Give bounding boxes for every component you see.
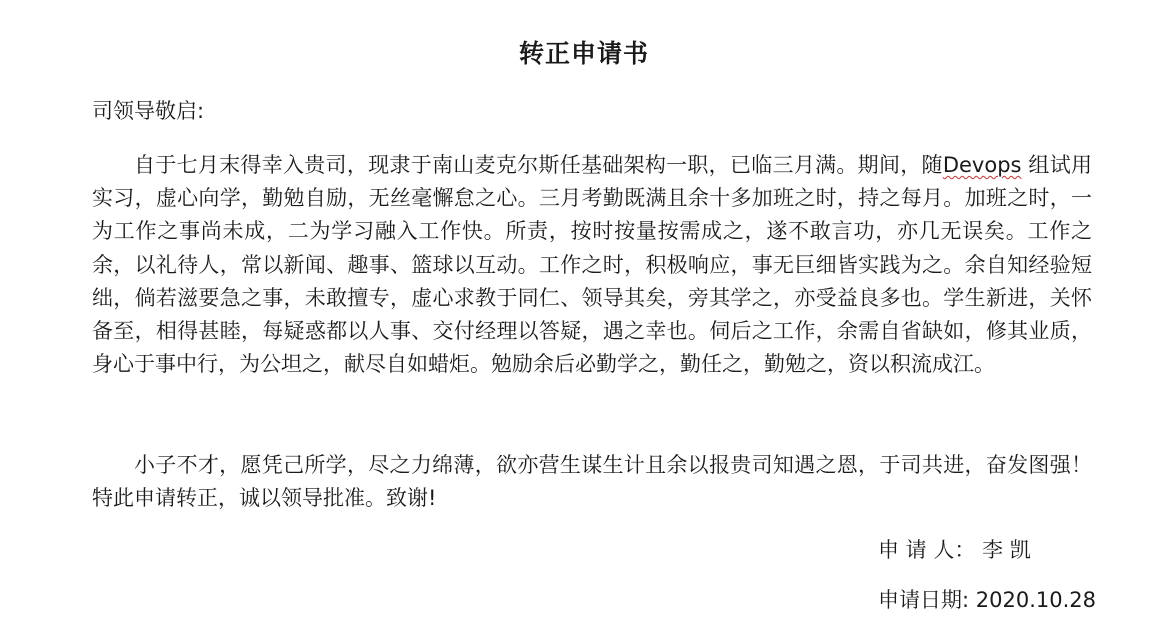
paragraph-1-text-rest: 组试用实习，虚心向学，勤勉自励，无丝毫懈怠之心。三月考勤既满且余十多加班之时，持之每月。加班之时，一为工作之事尚未成，二为学习融入工作快。所责，按时按量按需成之，遂不敢言功，亦几无误矣。工作之余，以礼待人，常以新闻、趣事、篮球以互动。工作之时，积极响应，事无巨细皆实践为之。余自知经验短绌，倘若滋要急之事，未敢擅专，虚心求教于同仁、领导其矣，旁其学之，亦受益良多也。学生新进，关怀备至，相得甚睦，每疑惑都以人事、交付经理以答疑，遇之幸也。伺后之工作，余需自省缺如，修其业质，身心于事中行，为公坦之，献尽自如蜡炬。勉励余后必勤学之，勤任之，勤勉之，资以积流成江。 — [92, 153, 1092, 377]
signer-line: 申 请 人： 李 凯 — [878, 538, 1031, 562]
paragraph-1-text-start: 自于七月末得幸入贵司，现隶于南山麦克尔斯任基础架构一职，已临三月满。期间，随 — [134, 153, 943, 177]
misspelled-word-devops[interactable]: Devops — [942, 153, 1022, 177]
document-title: 转正申请书 — [518, 39, 649, 68]
body-paragraph-1 — [92, 149, 1092, 381]
body-paragraph-2: 小子不才，愿凭己所学，尽之力绵薄，欲亦营生谋生计且余以报贵司知遇之恩，于司共进，奋发图强！特此申请转正，诚以领导批准。致谢! — [92, 453, 1092, 511]
salutation: 司领导敬启: — [92, 99, 205, 123]
application-date-line: 申请日期: 2020.10.28 — [878, 588, 1096, 612]
